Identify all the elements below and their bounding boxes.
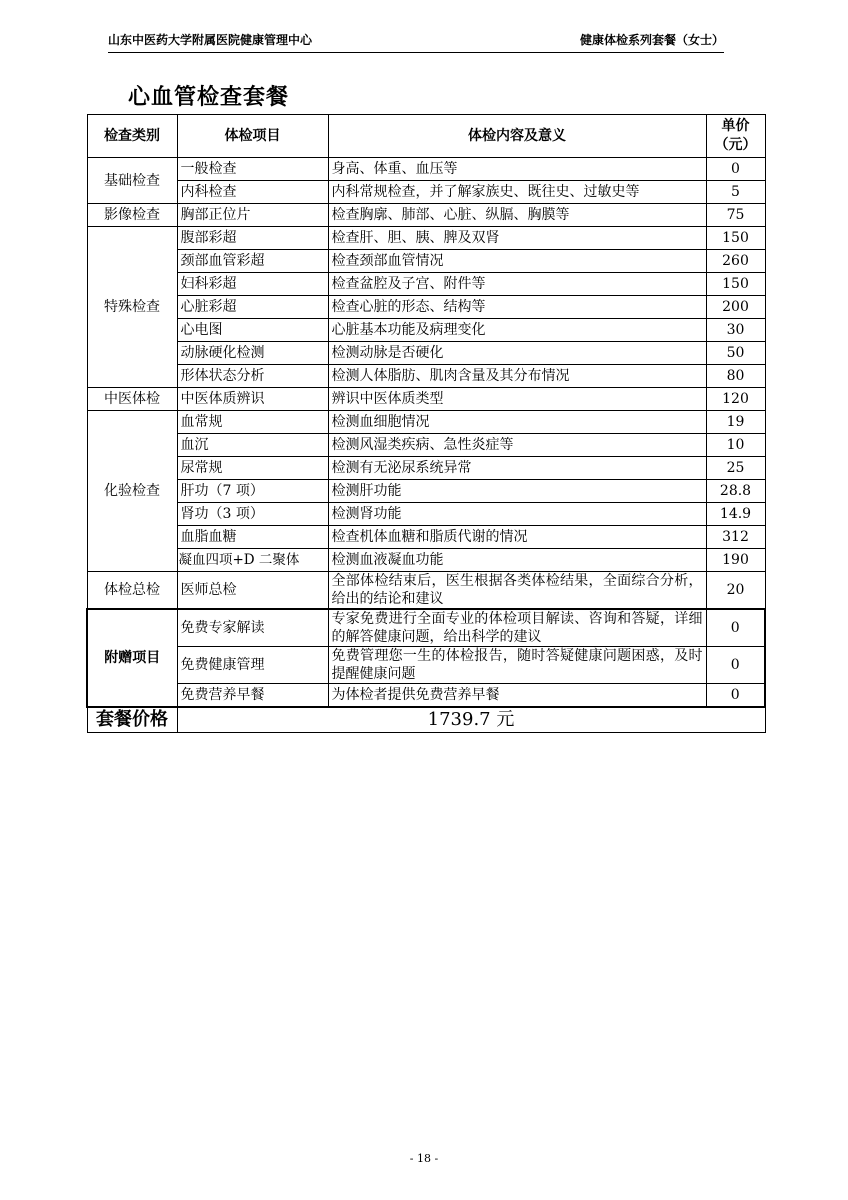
item-cell: 内科检查 bbox=[177, 181, 328, 204]
category-cell: 体检总检 bbox=[87, 572, 177, 610]
price-cell: 0 bbox=[706, 647, 765, 684]
total-row bbox=[87, 707, 765, 733]
header-category: 检查类别 bbox=[87, 115, 177, 158]
table-row bbox=[87, 342, 765, 365]
item-cell: 形体状态分析 bbox=[177, 365, 328, 388]
price-cell: 25 bbox=[706, 457, 765, 480]
table-row bbox=[87, 526, 765, 549]
table-row bbox=[87, 457, 765, 480]
item-cell: 胸部正位片 bbox=[177, 204, 328, 227]
header-content: 体检内容及意义 bbox=[328, 115, 706, 158]
table-row bbox=[87, 572, 765, 610]
price-cell: 5 bbox=[706, 181, 765, 204]
item-cell: 血常规 bbox=[177, 411, 328, 434]
content-cell: 检测肝功能 bbox=[328, 480, 706, 503]
content-cell: 检查胸廓、肺部、心脏、纵膈、胸膜等 bbox=[328, 204, 706, 227]
content-cell: 免费管理您一生的体检报告，随时答疑健康问题困惑，及时提醒健康问题 bbox=[328, 647, 706, 684]
item-cell: 妇科彩超 bbox=[177, 273, 328, 296]
table-row bbox=[87, 434, 765, 457]
table-row bbox=[87, 503, 765, 526]
category-cell: 特殊检查 bbox=[87, 227, 177, 388]
item-cell: 医师总检 bbox=[177, 572, 328, 610]
price-cell: 0 bbox=[706, 684, 765, 708]
table-row bbox=[87, 647, 765, 684]
price-cell: 75 bbox=[706, 204, 765, 227]
table-row bbox=[87, 549, 765, 572]
price-cell: 20 bbox=[706, 572, 765, 610]
table-row bbox=[87, 609, 765, 647]
table-row bbox=[87, 181, 765, 204]
table-row bbox=[87, 684, 765, 708]
package-table bbox=[86, 114, 766, 733]
content-cell: 心脏基本功能及病理变化 bbox=[328, 319, 706, 342]
price-cell: 120 bbox=[706, 388, 765, 411]
content-cell: 检测风湿类疾病、急性炎症等 bbox=[328, 434, 706, 457]
price-cell: 28.8 bbox=[706, 480, 765, 503]
table-row bbox=[87, 204, 765, 227]
table-header-row bbox=[87, 115, 765, 158]
table-row bbox=[87, 411, 765, 434]
price-cell: 200 bbox=[706, 296, 765, 319]
content-cell: 检测血细胞情况 bbox=[328, 411, 706, 434]
header-hospital-name: 山东中医药大学附属医院健康管理中心 bbox=[108, 33, 313, 47]
item-cell: 尿常规 bbox=[177, 457, 328, 480]
table-row bbox=[87, 250, 765, 273]
content-cell: 专家免费进行全面专业的体检项目解读、咨询和答疑，详细的解答健康问题，给出科学的建议 bbox=[328, 609, 706, 647]
price-cell: 150 bbox=[706, 273, 765, 296]
price-cell: 14.9 bbox=[706, 503, 765, 526]
table-row bbox=[87, 388, 765, 411]
content-cell: 全部体检结束后，医生根据各类体检结果，全面综合分析，给出的结论和建议 bbox=[328, 572, 706, 610]
item-cell: 一般检查 bbox=[177, 158, 328, 181]
content-cell: 检测血液凝血功能 bbox=[328, 549, 706, 572]
item-cell: 免费健康管理 bbox=[177, 647, 328, 684]
content-cell: 身高、体重、血压等 bbox=[328, 158, 706, 181]
item-cell: 免费营养早餐 bbox=[177, 684, 328, 708]
price-cell: 80 bbox=[706, 365, 765, 388]
content-cell: 检查肝、胆、胰、脾及双肾 bbox=[328, 227, 706, 250]
item-cell: 动脉硬化检测 bbox=[177, 342, 328, 365]
category-cell: 中医体检 bbox=[87, 388, 177, 411]
item-cell: 中医体质辨识 bbox=[177, 388, 328, 411]
table-row bbox=[87, 227, 765, 250]
table-row bbox=[87, 480, 765, 503]
content-cell: 检查机体血糖和脂质代谢的情况 bbox=[328, 526, 706, 549]
content-cell: 检查心脏的形态、结构等 bbox=[328, 296, 706, 319]
category-cell: 化验检查 bbox=[87, 411, 177, 572]
total-label: 套餐价格 bbox=[87, 707, 177, 733]
table-row bbox=[87, 319, 765, 342]
header-package-series: 健康体检系列套餐（女士） bbox=[579, 33, 724, 47]
category-cell: 基础检查 bbox=[87, 158, 177, 204]
content-cell: 检测肾功能 bbox=[328, 503, 706, 526]
item-cell: 血脂血糖 bbox=[177, 526, 328, 549]
total-value: 1739.7 元 bbox=[177, 707, 765, 733]
table-row bbox=[87, 273, 765, 296]
price-cell: 190 bbox=[706, 549, 765, 572]
item-cell: 肝功（7 项） bbox=[177, 480, 328, 503]
page-header bbox=[108, 30, 724, 53]
content-cell: 检查盆腔及子宫、附件等 bbox=[328, 273, 706, 296]
page-title: 心血管检查套餐 bbox=[128, 85, 290, 110]
item-cell: 心电图 bbox=[177, 319, 328, 342]
page-number: - 18 - bbox=[409, 1152, 439, 1165]
price-cell: 0 bbox=[706, 158, 765, 181]
item-cell: 肾功（3 项） bbox=[177, 503, 328, 526]
content-cell: 内科常规检查，并了解家族史、既往史、过敏史等 bbox=[328, 181, 706, 204]
item-cell: 腹部彩超 bbox=[177, 227, 328, 250]
price-cell: 50 bbox=[706, 342, 765, 365]
price-cell: 10 bbox=[706, 434, 765, 457]
table-row bbox=[87, 365, 765, 388]
table-row bbox=[87, 296, 765, 319]
item-cell: 心脏彩超 bbox=[177, 296, 328, 319]
price-cell: 0 bbox=[706, 609, 765, 647]
price-cell: 260 bbox=[706, 250, 765, 273]
item-cell: 颈部血管彩超 bbox=[177, 250, 328, 273]
price-cell: 30 bbox=[706, 319, 765, 342]
category-cell-gift: 附赠项目 bbox=[87, 609, 177, 707]
content-cell: 检测有无泌尿系统异常 bbox=[328, 457, 706, 480]
price-cell: 19 bbox=[706, 411, 765, 434]
content-cell: 检测动脉是否硬化 bbox=[328, 342, 706, 365]
content-cell: 检查颈部血管情况 bbox=[328, 250, 706, 273]
price-cell: 312 bbox=[706, 526, 765, 549]
item-cell: 凝血四项+D 二聚体 bbox=[177, 549, 328, 572]
item-cell: 免费专家解读 bbox=[177, 609, 328, 647]
item-cell: 血沉 bbox=[177, 434, 328, 457]
header-item: 体检项目 bbox=[177, 115, 328, 158]
price-cell: 150 bbox=[706, 227, 765, 250]
content-cell: 检测人体脂肪、肌肉含量及其分布情况 bbox=[328, 365, 706, 388]
content-cell: 辨识中医体质类型 bbox=[328, 388, 706, 411]
header-price: 单价（元） bbox=[706, 115, 765, 158]
table-row bbox=[87, 158, 765, 181]
category-cell: 影像检查 bbox=[87, 204, 177, 227]
content-cell: 为体检者提供免费营养早餐 bbox=[328, 684, 706, 708]
